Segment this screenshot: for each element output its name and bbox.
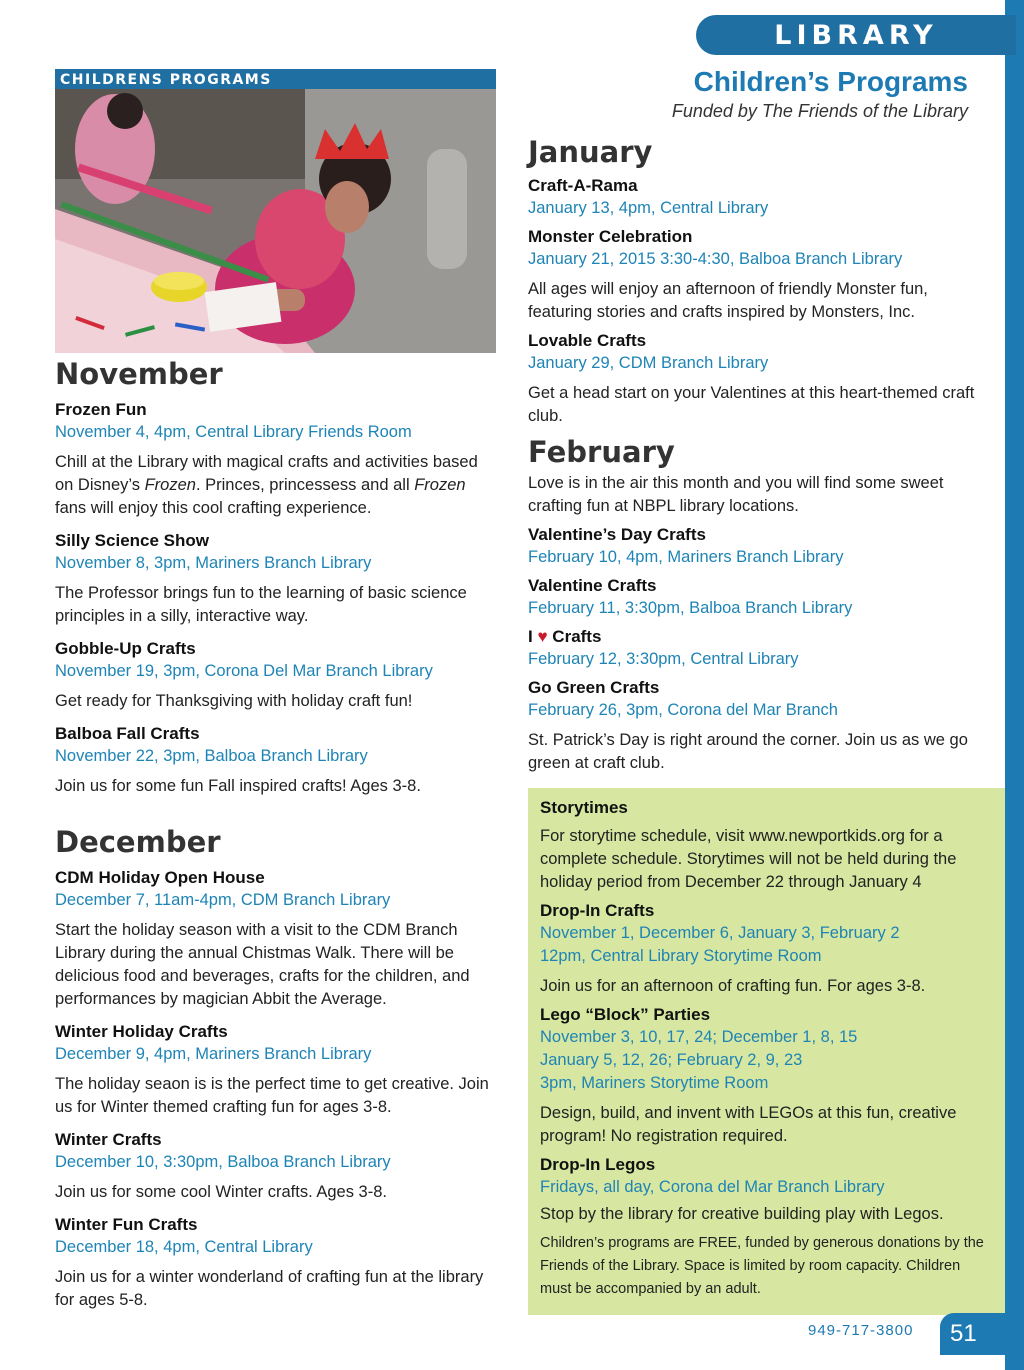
- event-description: St. Patrick’s Day is right around the corner. Join us as we go green at craft club.: [528, 731, 968, 772]
- page-number: 51: [940, 1313, 1005, 1355]
- month-heading-december: December: [55, 825, 221, 859]
- event-title: Lovable Crafts: [528, 331, 647, 350]
- event-title: Balboa Fall Crafts: [55, 724, 200, 743]
- event-description: The holiday seaon is is the perfect time to get creative. Join us for Winter themed crafting fun for ages 3-8.: [55, 1075, 489, 1116]
- program-date: Fridays, all day, Corona del Mar Branch Library: [540, 1178, 885, 1196]
- event-description: Join us for some fun Fall inspired crafts! Ages 3-8.: [55, 777, 421, 795]
- desc-part: . Princes, princessess and all: [195, 476, 415, 494]
- event-date: November 19, 3pm, Corona Del Mar Branch Library: [55, 662, 433, 680]
- desc-italic: Frozen: [414, 476, 466, 494]
- program-drop-in-crafts: [540, 899, 992, 998]
- event-lovable-crafts: [528, 329, 978, 428]
- event-date: December 10, 3:30pm, Balboa Branch Library: [55, 1153, 391, 1171]
- program-description: For storytime schedule, visit www.newportkids.org for a complete schedule. Storytimes will not be held during the holiday period from December 22 through January 4: [540, 827, 957, 891]
- program-title: Lego “Block” Parties: [540, 1005, 711, 1024]
- desc-part: Chill at the Library with magical crafts and activities based on Disney’s: [55, 453, 478, 494]
- event-winter-crafts: [55, 1128, 500, 1204]
- event-title: Gobble-Up Crafts: [55, 639, 196, 658]
- event-date: November 4, 4pm, Central Library Friends Room: [55, 423, 412, 441]
- event-title: CDM Holiday Open House: [55, 868, 265, 887]
- event-title: Winter Crafts: [55, 1130, 162, 1149]
- month-heading-november: November: [55, 357, 223, 391]
- footer-phone: 949-717-3800: [808, 1322, 914, 1339]
- event-winter-holiday-crafts: [55, 1020, 500, 1119]
- program-lego-block-parties: [540, 1003, 992, 1148]
- event-date: December 7, 11am-4pm, CDM Branch Library: [55, 891, 391, 909]
- event-date: January 13, 4pm, Central Library: [528, 199, 769, 217]
- heart-icon: ♥: [537, 627, 548, 646]
- event-valentine-crafts: [528, 574, 978, 620]
- program-date: 12pm, Central Library Storytime Room: [540, 947, 822, 965]
- program-storytimes: [540, 796, 992, 894]
- right-column: [528, 134, 978, 775]
- program-title: Drop-In Crafts: [540, 901, 655, 920]
- month-heading-january: January: [528, 135, 653, 169]
- program-date: January 5, 12, 26; February 2, 9, 23: [540, 1051, 803, 1069]
- event-frozen-fun: [55, 398, 500, 520]
- event-craft-a-rama: [528, 174, 978, 220]
- left-column: [55, 356, 500, 1312]
- event-description: The Professor brings fun to the learning of basic science principles in a silly, interactive way.: [55, 584, 467, 625]
- event-date: February 10, 4pm, Mariners Branch Library: [528, 548, 844, 566]
- desc-italic: Frozen: [144, 476, 196, 494]
- event-title: Valentine’s Day Crafts: [528, 525, 706, 544]
- ongoing-programs-box: [528, 788, 1005, 1315]
- event-description: Get ready for Thanksgiving with holiday craft fun!: [55, 692, 413, 710]
- page-edge-bar: [1005, 0, 1024, 1370]
- photo-block: [55, 69, 496, 353]
- event-title: Winter Holiday Crafts: [55, 1022, 228, 1041]
- event-date: December 9, 4pm, Mariners Branch Library: [55, 1045, 372, 1063]
- event-title: Go Green Crafts: [528, 678, 660, 697]
- february-intro: Love is in the air this month and you will find some sweet crafting fun at NBPL library locations.: [528, 474, 944, 515]
- event-title: Frozen Fun: [55, 400, 147, 419]
- event-description: [55, 451, 500, 520]
- event-date: January 29, CDM Branch Library: [528, 354, 769, 372]
- event-title: Winter Fun Crafts: [55, 1215, 198, 1234]
- event-title: [528, 625, 978, 648]
- photo-label: CHILDRENS PROGRAMS: [55, 69, 496, 89]
- event-monster-celebration: [528, 225, 978, 324]
- event-description: Join us for some cool Winter crafts. Ages 3-8.: [55, 1183, 387, 1201]
- event-date: January 21, 2015 3:30-4:30, Balboa Branch Library: [528, 250, 903, 268]
- event-date: November 22, 3pm, Balboa Branch Library: [55, 747, 368, 765]
- program-drop-in-legos: [540, 1153, 992, 1226]
- program-date: November 1, December 6, January 3, February 2: [540, 924, 900, 942]
- event-title: Craft-A-Rama: [528, 176, 638, 195]
- children-crafting-photo: [55, 89, 496, 353]
- event-date: November 8, 3pm, Mariners Branch Library: [55, 554, 372, 572]
- title-prefix: I: [528, 627, 533, 646]
- event-i-heart-crafts: [528, 625, 978, 671]
- event-description: All ages will enjoy an afternoon of friendly Monster fun, featuring stories and crafts inspired by Monsters, Inc.: [528, 280, 928, 321]
- program-description: Join us for an afternoon of crafting fun. For ages 3-8.: [540, 977, 926, 995]
- program-date: 3pm, Mariners Storytime Room: [540, 1074, 769, 1092]
- event-date: February 12, 3:30pm, Central Library: [528, 650, 799, 668]
- program-title: Storytimes: [540, 798, 628, 817]
- event-date: February 11, 3:30pm, Balboa Branch Library: [528, 599, 853, 617]
- event-title: Valentine Crafts: [528, 576, 657, 595]
- event-go-green-crafts: [528, 676, 978, 775]
- title-suffix: Crafts: [552, 627, 602, 646]
- page-subtitle: Funded by The Friends of the Library: [671, 101, 968, 121]
- event-balboa-fall-crafts: [55, 722, 500, 798]
- ongoing-programs-content: [540, 796, 992, 1301]
- program-date: November 3, 10, 17, 24; December 1, 8, 15: [540, 1028, 858, 1046]
- page-title: Children’s Programs: [693, 66, 968, 97]
- month-heading-february: February: [528, 435, 675, 469]
- event-title: Monster Celebration: [528, 227, 693, 246]
- program-description: Design, build, and invent with LEGOs at this fun, creative program! No registration required.: [540, 1104, 957, 1145]
- event-silly-science-show: [55, 529, 500, 628]
- program-description: Stop by the library for creative building play with Legos.: [540, 1205, 944, 1223]
- event-description: Get a head start on your Valentines at this heart-themed craft club.: [528, 384, 975, 425]
- event-valentines-day-crafts: [528, 523, 978, 569]
- event-gobble-up-crafts: [55, 637, 500, 713]
- programs-note: Children’s programs are FREE, funded by generous donations by the Friends of the Library. Space is limited by room capacity. Children must be accompanied by an adult.: [540, 1235, 984, 1297]
- event-description: Join us for a winter wonderland of crafting fun at the library for ages 5-8.: [55, 1268, 484, 1309]
- event-winter-fun-crafts: [55, 1213, 500, 1312]
- event-date: December 18, 4pm, Central Library: [55, 1238, 313, 1256]
- section-tab: LIBRARY: [696, 15, 1016, 55]
- event-description: Start the holiday season with a visit to the CDM Branch Library during the annual Chistmas Walk. There will be delicious food and beverages, crafts for the children, and performances by magician Abbit the Average.: [55, 921, 470, 1008]
- event-cdm-holiday-open-house: [55, 866, 500, 1011]
- event-date: February 26, 3pm, Corona del Mar Branch: [528, 701, 838, 719]
- event-title: Silly Science Show: [55, 531, 210, 550]
- photo-illustration: [55, 89, 496, 353]
- program-title: Drop-In Legos: [540, 1155, 656, 1174]
- desc-part: fans will enjoy this cool crafting experience.: [55, 499, 372, 517]
